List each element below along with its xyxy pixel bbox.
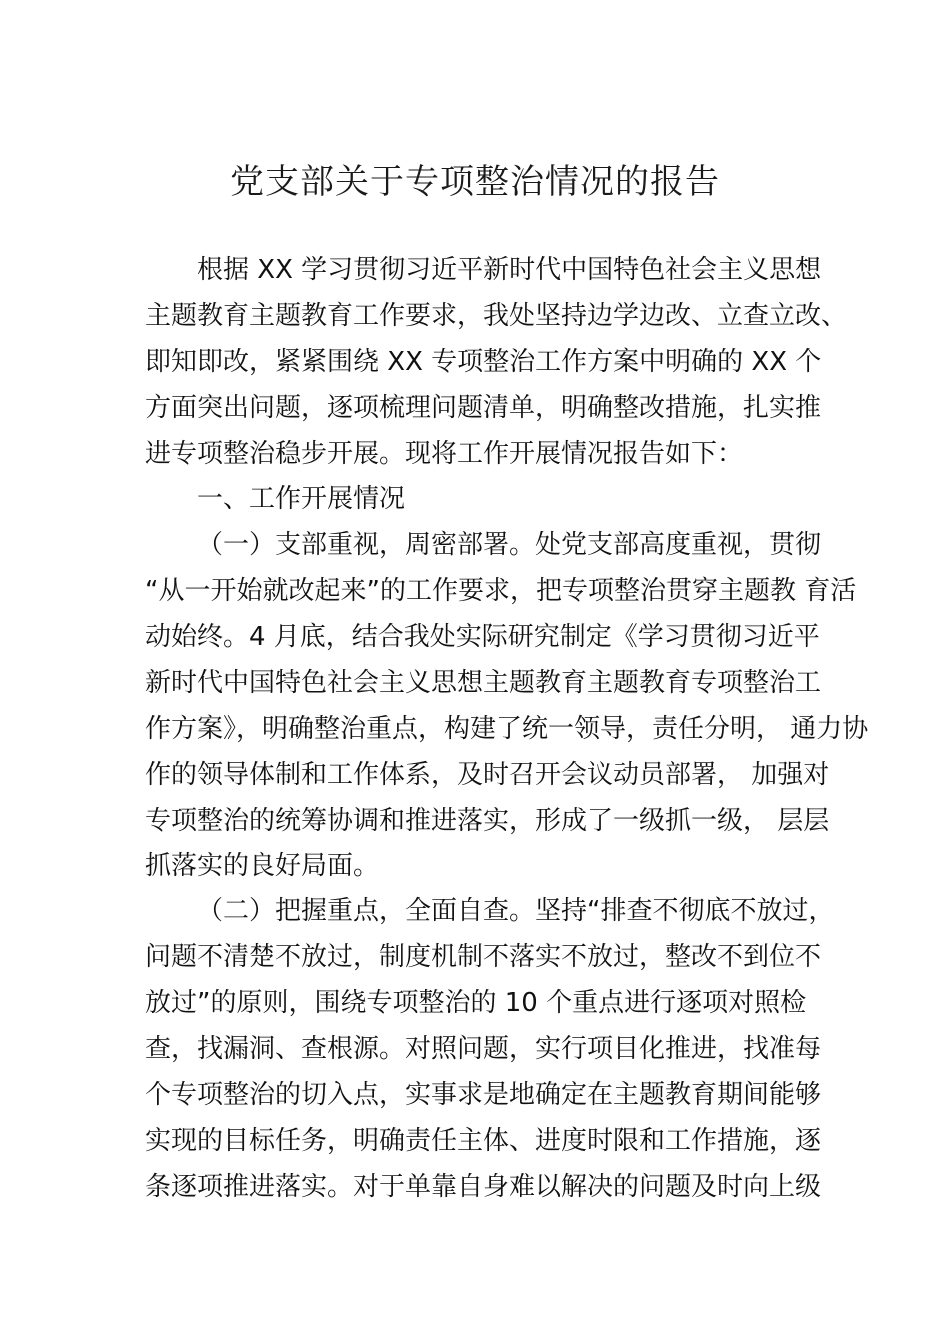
body-line: 条逐项推进落实。对于单靠自身难以解决的问题及时向上级 (145, 1172, 822, 1202)
body-line: 新时代中国特色社会主义思想主题教育主题教育专项整治工 (145, 668, 822, 698)
body-line: 根据 XX 学习贯彻习近平新时代中国特色社会主义思想 (197, 255, 822, 285)
body-line: 抓落实的良好局面。 (145, 851, 380, 881)
body-line: 专项整治的统筹协调和推进落实，形成了一级抓一级， 层层 (145, 806, 830, 836)
document-title: 党支部关于专项整治情况的报告 (230, 162, 720, 202)
body-line: 实现的目标任务，明确责任主体、进度时限和工作措施，逐 (145, 1126, 822, 1156)
body-line: 主题教育主题教育工作要求，我处坚持边学边改、立查立改、 (145, 301, 848, 331)
body-line: 即知即改，紧紧围绕 XX 专项整治工作方案中明确的 XX 个 (145, 347, 822, 377)
body-line: 方面突出问题，逐项梳理问题清单，明确整改措施，扎实推 (145, 393, 822, 423)
body-line: “从一开始就改起来”的工作要求，把专项整治贯穿主题教 育活 (145, 576, 857, 606)
body-line: （二）把握重点，全面自查。坚持“排查不彻底不放过， (197, 896, 835, 926)
section-heading: 一、工作开展情况 (197, 484, 406, 514)
body-line: （一）支部重视，周密部署。处党支部高度重视，贯彻 (197, 530, 822, 560)
body-line: 放过”的原则，围绕专项整治的 10 个重点进行逐项对照检 (145, 988, 807, 1018)
body-line: 进专项整治稳步开展。现将工作开展情况报告如下： (145, 439, 744, 469)
body-line: 查，找漏洞、查根源。对照问题，实行项目化推进，找准每 (145, 1034, 822, 1064)
body-line: 问题不清楚不放过，制度机制不落实不放过，整改不到位不 (145, 942, 822, 972)
body-line: 个专项整治的切入点，实事求是地确定在主题教育期间能够 (145, 1080, 822, 1110)
body-line: 动始终。4 月底，结合我处实际研究制定《学习贯彻习近平 (145, 622, 820, 652)
body-line: 作方案》，明确整治重点，构建了统一领导，责任分明， 通力协 (145, 714, 869, 744)
body-line: 作的领导体制和工作体系，及时召开会议动员部署， 加强对 (145, 760, 830, 790)
